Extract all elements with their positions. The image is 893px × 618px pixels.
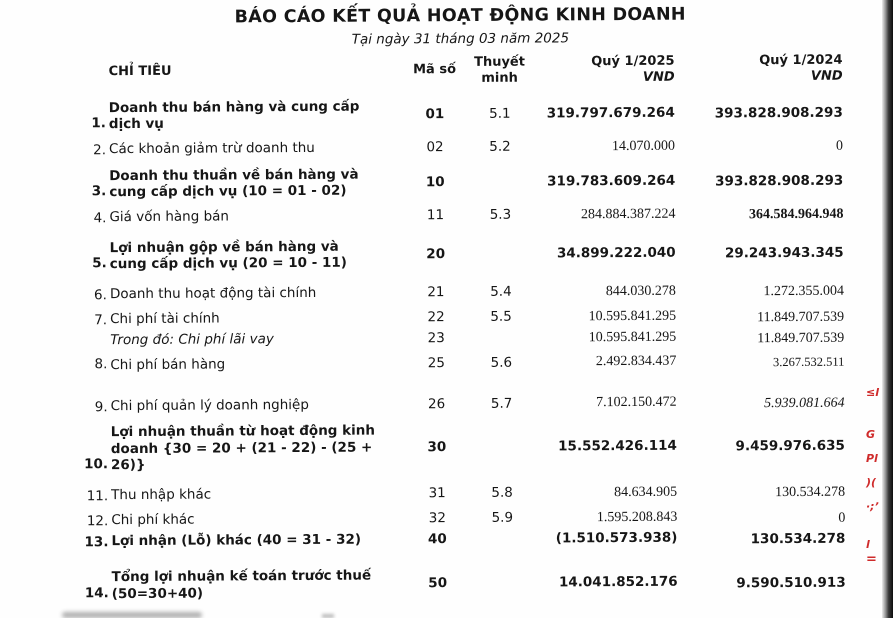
cell-q1-2025: 319.783.609.264 <box>547 172 676 190</box>
column-header-ma-so: Mã số <box>413 62 457 78</box>
page-subtitle: Tại ngày 31 tháng 03 năm 2025 <box>351 30 570 48</box>
cell-q1-2024: 393.828.908.293 <box>715 172 844 190</box>
cell-thuyet-minh: 5.9 <box>491 510 514 527</box>
cell-q1-2025: 84.634.905 <box>614 484 678 501</box>
cell-ma-so: 32 <box>428 510 446 527</box>
table-row-13 <box>81 527 845 551</box>
cell-ma-so: 31 <box>428 485 446 502</box>
row-label: Các khoản giảm trừ doanh thu <box>108 140 315 158</box>
row-label: Lợi nhuận thuần từ hoạt động kinh doanh {30 = 20 + (21 - 22) - (25 + 26)} <box>110 422 376 474</box>
row-number: 6. <box>93 287 107 304</box>
cell-ma-so: 02 <box>426 139 444 156</box>
cell-q1-2025: 7.102.150.472 <box>596 395 677 411</box>
table-row-3 <box>79 163 843 201</box>
cell-q1-2024: 5.939.081.664 <box>764 395 845 412</box>
cell-thuyet-minh: 5.5 <box>490 309 512 326</box>
cell-q1-2024: 11.849.707.539 <box>757 309 845 325</box>
cell-q1-2024: 1.272.355.004 <box>763 284 844 300</box>
cutoff-next-row-smudge <box>322 614 334 618</box>
table-row-11 <box>81 481 845 506</box>
row-label: Doanh thu bán hàng và cung cấp dịch vụ <box>108 98 360 133</box>
row-label: Doanh thu hoạt động tài chính <box>109 285 317 303</box>
column-header-q1-2024: Quý 1/2024 VND <box>674 53 842 87</box>
cell-thuyet-minh: 5.2 <box>489 138 511 156</box>
row-number: 12. <box>86 513 109 530</box>
table-body <box>79 95 846 602</box>
row-label: Thu nhập khác <box>111 486 212 504</box>
scanner-edge-shadow <box>882 0 893 618</box>
row-label: Lợi nhận (Lỗ) khác (40 = 31 - 32) <box>111 531 362 550</box>
red-pen-edge-marks: ≤l G Pl )( ·;ʼ l = <box>866 386 879 567</box>
row-number: 7. <box>94 312 108 329</box>
table-row-14 <box>82 565 846 603</box>
row-number: 3. <box>91 183 107 200</box>
row-number: 10. <box>83 456 109 473</box>
cell-q1-2025: 34.899.222.040 <box>556 244 676 262</box>
page-title: BÁO CÁO KẾT QUẢ HOẠT ĐỘNG KINH DOANH <box>234 4 686 28</box>
cell-q1-2024: 0 <box>835 139 844 155</box>
cell-thuyet-minh: 5.3 <box>489 206 512 224</box>
currency-label-2025: VND <box>642 69 675 86</box>
cell-q1-2025: (1.510.573.938) <box>555 529 678 547</box>
table-row-4 <box>79 203 843 228</box>
column-header-chi-tieu: CHỈ TIÊU <box>108 63 172 80</box>
table-header-row <box>78 53 842 90</box>
cell-q1-2024: 364.584.964.948 <box>748 207 844 223</box>
cell-q1-2024: 130.534.278 <box>750 530 846 547</box>
cell-q1-2025: 1.595.208.843 <box>596 509 678 526</box>
row-number: 11. <box>86 488 109 505</box>
cell-ma-so: 21 <box>427 284 445 301</box>
table-row-6 <box>80 280 844 305</box>
row-label: Lợi nhuận gộp về bán hàng và cung cấp dịch vụ (20 = 10 - 11) <box>109 238 347 273</box>
cell-q1-2024: 0 <box>838 510 846 526</box>
cell-q1-2025: 284.884.387.224 <box>580 206 676 223</box>
cell-thuyet-minh: 5.6 <box>490 354 513 371</box>
cell-q1-2025: 14.041.852.176 <box>558 573 678 591</box>
column-header-q1-2025: Quý 1/2025 VND <box>534 54 674 87</box>
row-number: 4. <box>93 210 107 227</box>
cell-thuyet-minh: 5.8 <box>491 484 513 502</box>
column-header-thuyet-minh: Thuyết minh <box>474 54 525 86</box>
cell-ma-so: 30 <box>427 438 447 455</box>
row-number <box>80 350 110 351</box>
cell-q1-2025: 10.595.841.295 <box>588 329 677 346</box>
row-number: 5. <box>92 255 107 272</box>
cell-q1-2025: 2.492.834.437 <box>595 353 677 370</box>
cell-q1-2025: 15.552.426.114 <box>558 437 677 454</box>
cell-thuyet-minh: 5.7 <box>490 395 513 412</box>
cell-ma-so: 22 <box>427 309 445 326</box>
cutoff-next-row-smudge <box>62 612 202 618</box>
row-label: Trong đó: Chi phí lãi vay <box>110 331 274 349</box>
cell-q1-2024: 11.849.707.539 <box>757 330 845 346</box>
row-label: Tổng lợi nhuận kế toán trước thuế (50=30+40) <box>111 567 372 602</box>
row-label: Chi phí bán hàng <box>110 356 226 373</box>
currency-label-2024: VND <box>810 68 843 85</box>
cell-ma-so: 23 <box>427 330 445 347</box>
table-row-2 <box>79 135 843 160</box>
cell-ma-so: 40 <box>427 531 447 548</box>
table-row-1 <box>79 95 843 133</box>
cell-q1-2024: 9.459.976.635 <box>735 437 845 455</box>
table-row-10 <box>81 420 845 474</box>
table-row-9 <box>81 392 845 417</box>
table-row-5 <box>80 235 844 273</box>
row-number: 14. <box>84 584 109 601</box>
row-number: 9. <box>94 398 108 415</box>
cell-thuyet-minh: 5.1 <box>489 105 511 122</box>
row-label: Chi phí khác <box>111 511 195 529</box>
row-label: Giá vốn hàng bán <box>109 208 230 226</box>
row-number: 1. <box>91 115 106 132</box>
cell-thuyet-minh: 5.4 <box>490 283 512 301</box>
table-row-7-sub <box>80 326 844 351</box>
cell-q1-2025: 10.595.841.295 <box>588 308 677 325</box>
cell-ma-so: 26 <box>427 395 446 412</box>
row-number: 8. <box>94 356 108 373</box>
row-label: Chi phí quản lý doanh nghiệp <box>110 396 309 414</box>
cell-q1-2025: 14.070.000 <box>611 138 676 155</box>
cell-q1-2025: 319.797.679.264 <box>546 104 675 122</box>
row-label: Doanh thu thuần về bán hàng và cung cấp dịch vụ (10 = 01 - 02) <box>109 166 359 201</box>
row-number: 2. <box>93 142 107 159</box>
cell-q1-2024: 393.828.908.293 <box>714 104 843 122</box>
cell-q1-2024: 9.590.510.913 <box>736 574 846 592</box>
cell-ma-so: 10 <box>425 173 445 190</box>
cell-ma-so: 20 <box>426 245 446 262</box>
cell-ma-so: 50 <box>428 575 448 592</box>
cell-ma-so: 01 <box>425 105 445 122</box>
cell-q1-2024: 3.267.532.511 <box>772 354 845 369</box>
table-row-8 <box>80 351 844 374</box>
cell-q1-2025: 844.030.278 <box>605 283 676 300</box>
cell-ma-so: 25 <box>427 354 445 371</box>
cell-q1-2024: 29.243.943.345 <box>724 244 844 262</box>
cell-ma-so: 11 <box>426 207 445 224</box>
document-content <box>78 2 846 611</box>
cell-q1-2024: 130.534.278 <box>775 485 846 501</box>
row-label: Chi phí tài chính <box>110 310 220 328</box>
row-number: 13. <box>84 533 109 550</box>
